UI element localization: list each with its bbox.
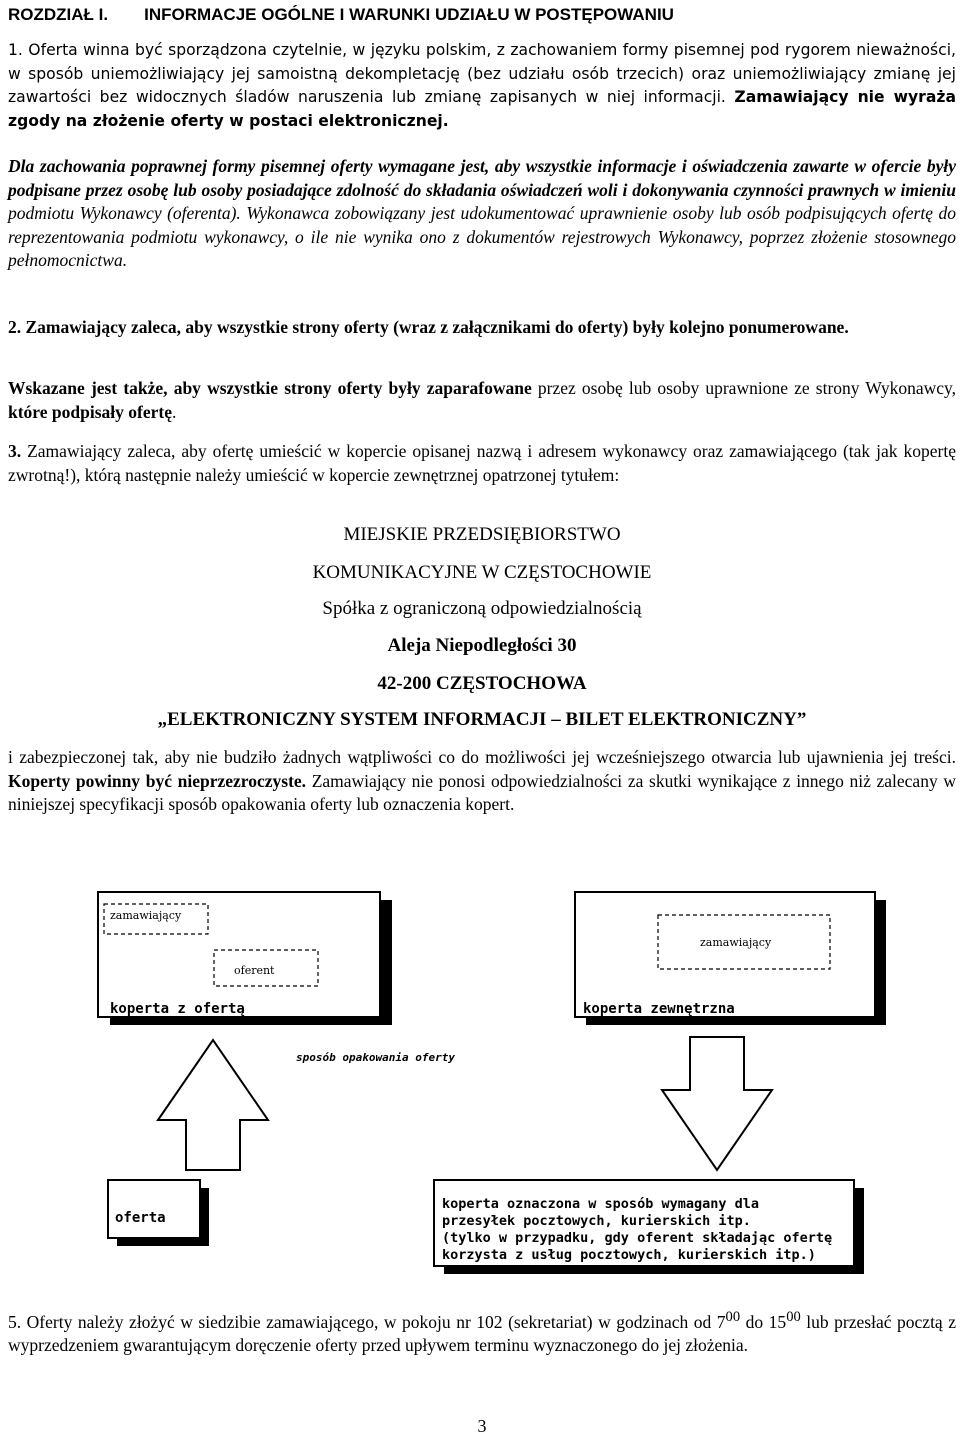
- address-line-2: KOMUNIKACYJNE W CZĘSTOCHOWIE: [312, 562, 652, 583]
- paragraph-4-text-1: i zabezpieczonej tak, aby nie budziło żadnych wątpliwości co do możliwości jej wcześniejszego otwarcia lub ujawnienia jej treści.: [8, 747, 956, 767]
- paragraph-1-bold: Zamawiający nie wyraża zgody na złożenie oferty w postaci elektronicznej.: [8, 88, 956, 130]
- outer-envelope-caption: koperta zewnętrzna: [583, 1001, 735, 1017]
- down-arrow-icon: [662, 1037, 772, 1170]
- paragraph-1-text: 1. Oferta winna być sporządzona czytelnie, w języku polskim, z zachowaniem formy pisemnej pod rygorem nieważności, w sposób uniemożliwiający jej samoistną dekompletację (bez udziału osób trzecich) oraz uniemożliwiający zmianę jej zawartości bez widocznych śladów naruszenia lub zmianę zapisanych w niej informacji.: [8, 41, 956, 106]
- paragraph-1b-italic: podmiotu Wykonawcy (oferenta). Wykonawca zobowiązany jest udokumentować uprawnienie osoby lub osób podpisujących ofertę do reprezentowania podmiotu wykonawcy, o ile nie wynika ono z dokumentów rejestrowych Wykonawcy, poprzez złożenie stosownego pełnomocnictwa.: [8, 203, 956, 270]
- paragraph-5-sup-1: 00: [725, 1309, 741, 1325]
- paragraph-3-text: Zamawiający zaleca, aby ofertę umieścić w kopercie opisanej nazwą i adresem wykonawcy oraz zamawiającego (tak jak kopertę zwrotną!), którą następnie należy umieścić w kopercie zewnętrznej opatrzonej tytułem:: [8, 441, 956, 485]
- mailing-box-line-1: koperta oznaczona w sposób wymagany dla: [442, 1196, 759, 1212]
- page-number: 3: [477, 1416, 487, 1436]
- paragraph-4-text-2: Zamawiający nie ponosi odpowiedzialności za skutki wynikające z innego niż zalecany w niniejszej specyfikacji sposób opakowania oferty lub oznaczenia kopert.: [8, 770, 956, 814]
- paragraph-2b-bold-1: Wskazane jest także, aby wszystkie strony oferty były zaparafowane: [8, 378, 532, 398]
- address-line-1: MIEJSKIE PRZEDSIĘBIORSTWO: [343, 524, 621, 545]
- paragraph-5-sup-2: 00: [786, 1309, 801, 1325]
- address-line-5: 42-200 CZĘSTOCHOWA: [377, 673, 587, 694]
- address-line-6: „ELEKTRONICZNY SYSTEM INFORMACJI – BILET ELEKTRONICZNY”: [157, 709, 807, 730]
- inner-sender-label: oferent: [234, 964, 275, 977]
- paragraph-5-text-3: lub przesłać pocztą z wyprzedzeniem gwarantującym doręczenie oferty przed upływem terminu wyznaczonego do jej złożenia.: [8, 1311, 956, 1356]
- paragraph-2b-text-2: .: [171, 401, 177, 422]
- paragraph-3-number: 3.: [8, 441, 22, 461]
- offer-sheet: [108, 1180, 200, 1238]
- inner-recipient-label: zamawiający: [110, 909, 182, 922]
- up-arrow-icon: [158, 1040, 268, 1170]
- mailing-box-line-2: przesyłek pocztowych, kurierskich itp.: [442, 1213, 751, 1229]
- paragraph-2b-bold-2: które podpisały ofertę: [8, 401, 172, 422]
- offer-sheet-caption: oferta: [115, 1210, 166, 1226]
- diagram-center-caption: sposób opakowania oferty: [296, 1051, 455, 1064]
- paragraph-2b-text-1: przez osobę lub osoby uprawnione ze strony Wykonawcy,: [531, 378, 956, 398]
- paragraph-1b-bold: Dla zachowania poprawnej formy pisemnej oferty wymagane jest, aby wszystkie informacje i oświadczenia zawarte w ofercie były podpisane przez osobę lub osoby posiadające zdolność do składania oświadczeń woli i dokonywania czynności prawnych w imieniu: [8, 156, 956, 200]
- chapter-number: ROZDZIAŁ I.: [8, 5, 109, 24]
- mailing-box-line-4: korzysta z usług pocztowych, kurierskich itp.): [442, 1247, 816, 1263]
- mailing-box-line-3: (tylko w przypadku, gdy oferent składając ofertę: [442, 1230, 833, 1246]
- paragraph-5-text-1: 5. Oferty należy złożyć w siedzibie zamawiającego, w pokoju nr 102 (sekretariat) w godzinach od 7: [8, 1311, 726, 1332]
- paragraph-4-bold: Koperty powinny być nieprzezroczyste.: [8, 770, 307, 791]
- inner-envelope-caption: koperta z ofertą: [110, 1001, 245, 1017]
- outer-recipient-label: zamawiający: [700, 936, 772, 949]
- chapter-title: INFORMACJE OGÓLNE I WARUNKI UDZIAŁU W POSTĘPOWANIU: [144, 5, 674, 24]
- address-line-4: Aleja Niepodległości 30: [387, 635, 577, 656]
- paragraph-2: 2. Zamawiający zaleca, aby wszystkie strony oferty (wraz z załącznikami do oferty) były kolejno ponumerowane.: [8, 317, 849, 337]
- paragraph-5-text-2: do 15: [740, 1311, 787, 1332]
- address-line-3: Spółka z ograniczoną odpowiedzialnością: [322, 598, 642, 619]
- mailing-box-caption: [442, 1196, 832, 1264]
